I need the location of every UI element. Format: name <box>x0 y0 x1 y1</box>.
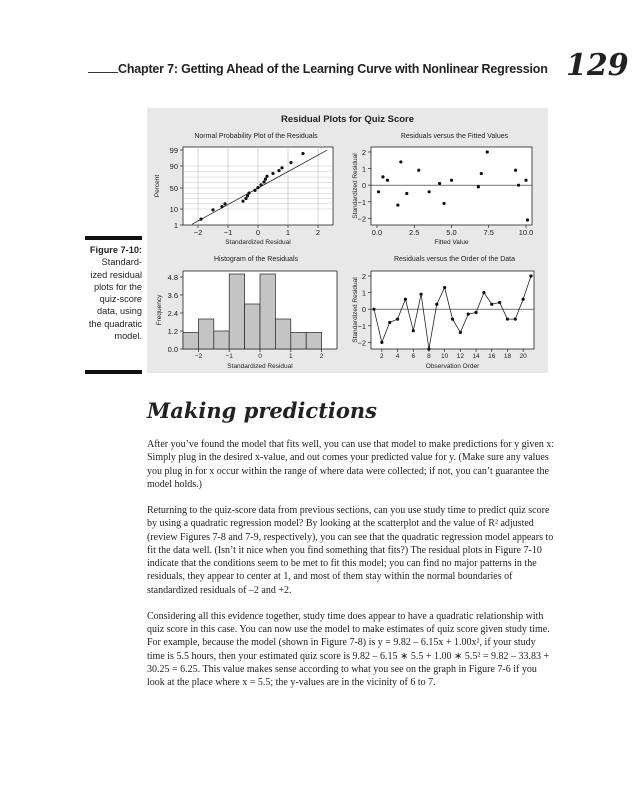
y-tick-label: 0.0 <box>167 345 178 354</box>
x-tick-label: 12 <box>456 353 464 360</box>
data-point <box>412 329 415 332</box>
y-tick-label: −2 <box>357 214 366 224</box>
y-axis-label: Frequency <box>156 294 163 326</box>
header-rule <box>88 72 118 73</box>
data-point <box>490 303 493 306</box>
caption-rule-bottom <box>85 370 142 374</box>
y-tick-label: 1.2 <box>167 327 178 336</box>
data-point <box>404 298 407 301</box>
x-tick-label: 2 <box>319 353 324 360</box>
y-tick-label: 99 <box>169 146 178 155</box>
y-tick-label: 1 <box>173 221 178 230</box>
x-tick-label: 2.5 <box>409 228 420 237</box>
x-tick-label: 0.0 <box>371 228 383 237</box>
data-point <box>514 318 517 321</box>
x-tick-label: −1 <box>223 228 233 237</box>
body-text <box>147 438 555 702</box>
y-tick-label: 1 <box>361 164 366 174</box>
y-tick-label: 0 <box>361 305 366 315</box>
running-header: Chapter 7: Getting Ahead of the Learning Curve with Nonlinear Regression <box>118 62 548 76</box>
x-tick-label: 2 <box>380 353 384 360</box>
x-axis-label: Standardized Residual <box>227 363 293 370</box>
data-point <box>427 347 430 350</box>
data-point <box>522 298 525 301</box>
figure-caption-label: Figure 7-10: <box>89 245 142 255</box>
data-point <box>372 308 375 311</box>
y-tick-label: 1 <box>361 288 366 298</box>
section-heading: Making predictions <box>147 398 377 423</box>
x-axis-label: Observation Order <box>425 363 480 370</box>
data-point <box>380 341 383 344</box>
y-axis-label: Standardized Residual <box>352 153 359 219</box>
histogram-title: Histogram of the Residuals <box>213 256 299 263</box>
y-tick-label: −1 <box>357 197 366 207</box>
figure-caption <box>85 244 142 342</box>
order-title: Residuals versus the Order of the Data <box>393 256 515 263</box>
x-tick-label: −2 <box>194 353 203 360</box>
x-tick-label: 2 <box>315 228 321 237</box>
data-point <box>396 318 399 321</box>
y-tick-label: 50 <box>169 184 178 193</box>
data-point <box>474 311 477 314</box>
x-tick-label: 16 <box>488 353 496 360</box>
y-tick-label: 2 <box>361 147 366 157</box>
x-tick-label: −2 <box>193 228 203 237</box>
x-tick-label: 14 <box>472 353 480 360</box>
residual-plots-figure <box>147 108 548 373</box>
y-tick-label: 2 <box>361 271 366 281</box>
x-tick-label: 10 <box>441 353 449 360</box>
data-point <box>388 321 391 324</box>
data-point <box>467 313 470 316</box>
x-tick-label: 4 <box>395 353 400 360</box>
caption-rule-top <box>85 236 142 240</box>
y-tick-label: 4.8 <box>167 273 178 282</box>
page-number: 129 <box>566 48 629 83</box>
figure-caption-text: Standard-ized residual plots for the quiz-score data, using the quadratic model. <box>88 257 142 342</box>
y-axis-label: Standardized Residual <box>352 277 359 343</box>
figure-title: Residual Plots for Quiz Score <box>280 114 415 125</box>
y-tick-label: 3.6 <box>167 291 178 300</box>
paragraph-3: Considering all this evidence together, study time does appear to have a quadratic relationship with quiz score in this case. You can now use the model to make estimates of quiz score given study time. For example, because the model (shown in Figure 7-8) is y = 9.82 – 6.15x + 1.00x², if your study time is 5.5 hours, then your estimated quiz score is 9.82 – 6.15 ∗ 5.5 + 1.00 ∗ 5.5² = 9.82 – 33.83 + 30.25 = 6.25. This value makes sense according to what you see on the graph in Figure 7-6 if you look at the place where x = 5.5; the y-values are in the vicinity of 6 to 7. <box>147 610 550 688</box>
x-tick-label: 20 <box>519 353 527 360</box>
data-point <box>435 303 438 306</box>
residuals-vs-order-plot <box>147 108 548 373</box>
data-point <box>482 291 485 294</box>
x-tick-label: 10.0 <box>518 228 534 237</box>
x-tick-label: 5.0 <box>446 228 457 237</box>
x-tick-label: 6 <box>411 353 416 360</box>
y-tick-label: 0 <box>361 181 366 191</box>
x-axis-label: Fitted Value <box>434 239 469 246</box>
data-point <box>420 293 423 296</box>
data-point <box>459 331 462 334</box>
x-tick-label: 0 <box>255 228 261 237</box>
y-tick-label: 2.4 <box>167 309 178 318</box>
x-tick-label: 1 <box>288 353 293 360</box>
paragraph-2: Returning to the quiz-score data from previous sections, can you use study time to predict quiz score by using a quadratic regression model? By looking at the scatterplot and the value of R² adjusted (review Figures 7-8 and 7-9, respectively), you can see that the quadratic regression model appears to fit the data well. (Isn’t it nice when you find something that fits?) The residual plots in Figure 7-10 indicate that the conditions seem to be met to fit this model; you can find no major patterns in the residuals, they appear to center at 1, and most of them stay within the normal boundaries of standardized residuals of –2 and +2. <box>147 505 554 596</box>
x-tick-label: 0 <box>258 353 262 360</box>
data-point <box>529 274 532 277</box>
y-tick-label: 90 <box>169 162 178 171</box>
paragraph-1: After you’ve found the model that fits well, you can use that model to make predictions for y given x: Simply plug in the desired x-value, and out comes your predicted value for y. (Make sure any values you plug in for x occur within the range of where data were collected; if not, you can’t guarantee the model holds.) <box>147 439 555 490</box>
data-point <box>451 318 454 321</box>
y-tick-label: −1 <box>357 321 366 331</box>
x-tick-label: 1 <box>285 228 291 237</box>
data-point <box>506 318 509 321</box>
x-tick-label: 7.5 <box>483 228 494 237</box>
y-axis-label: Percent <box>154 174 161 198</box>
normal-prob-title: Normal Probability Plot of the Residuals <box>194 133 318 140</box>
plot-area <box>371 271 534 349</box>
x-tick-label: −1 <box>225 353 233 360</box>
x-tick-label: 8 <box>427 353 431 360</box>
y-tick-label: −2 <box>357 338 366 348</box>
y-tick-label: 10 <box>169 205 178 214</box>
fitted-title: Residuals versus the Fitted Values <box>400 133 509 140</box>
x-tick-label: 18 <box>503 353 512 360</box>
data-point <box>443 286 446 289</box>
data-point <box>498 301 501 304</box>
x-axis-label: Standardized Residual <box>225 239 291 246</box>
